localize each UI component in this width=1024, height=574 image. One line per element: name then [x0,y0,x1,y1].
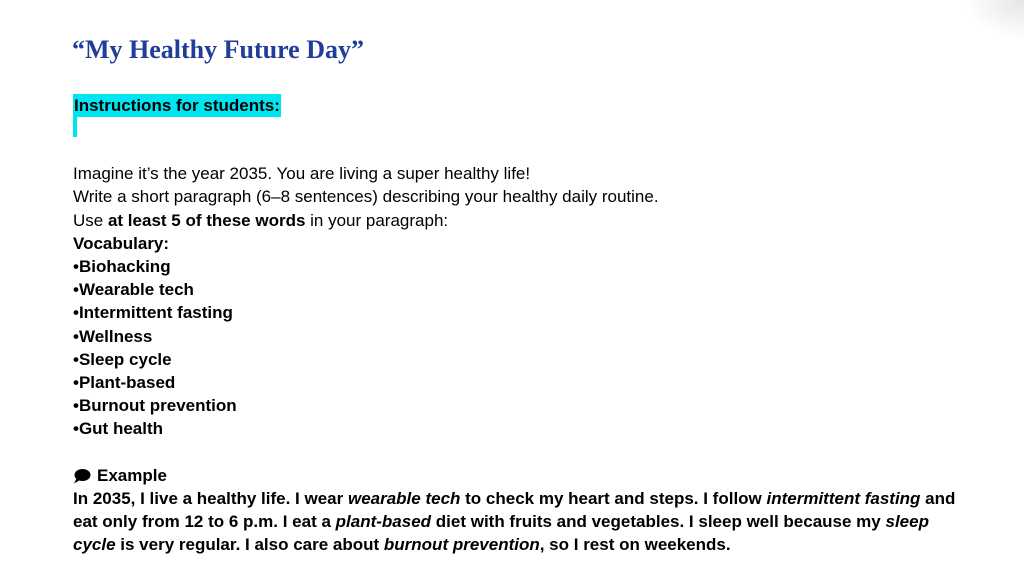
text-cursor-highlight [73,117,77,137]
example-keyword: sleep cycle [73,512,929,555]
vocabulary-item: •Wellness [73,326,153,346]
example-text: to check my heart and steps. I follow [460,488,767,508]
example-keyword: intermittent fasting [766,488,921,508]
example-text: and eat only from 12 to 6 p.m. I eat a [73,488,956,532]
instruction-line-3-end: in your paragraph: [305,210,449,230]
speech-bubble-icon [73,467,91,483]
example-heading [73,464,973,487]
example-text: is very regular. I also care about [115,535,384,555]
vocabulary-item: •Gut health [73,419,164,439]
example-heading-label: Example [97,465,167,485]
vocabulary-heading: Vocabulary: [73,233,170,253]
example-text: , so I rest on weekends. [539,535,731,555]
slide-body [73,94,973,556]
instruction-line-3 [73,209,973,232]
example-text: In 2035, I live a healthy life. I wear [73,488,348,508]
blank-line [73,441,973,464]
example-keyword: plant-based [335,512,432,532]
instructions-heading: Instructions for students: [73,94,281,117]
instruction-line-3-start: Use [73,210,108,230]
blank-line [73,139,973,162]
slide-corner-shadow [964,0,1024,40]
vocabulary-item: •Intermittent fasting [73,303,233,323]
vocabulary-item: •Burnout prevention [73,396,237,416]
vocabulary-item: •Plant-based [73,373,176,393]
vocabulary-item: •Biohacking [73,257,171,277]
example-paragraph [73,487,973,557]
vocabulary-item: •Wearable tech [73,280,194,300]
instruction-line-2: Write a short paragraph (6–8 sentences) describing your healthy daily routine. [73,187,659,207]
vocabulary-list [73,255,973,441]
example-text: diet with fruits and vegetables. I sleep well because my [431,512,886,532]
instruction-line-1: Imagine it’s the year 2035. You are living a super healthy life! [73,164,531,184]
example-keyword: burnout prevention [383,535,540,555]
instruction-line-3-emphasis: at least 5 of these words [107,210,306,230]
slide-title: “My Healthy Future Day” [72,35,364,64]
example-keyword: wearable tech [347,488,461,508]
vocabulary-item: •Sleep cycle [73,349,172,369]
